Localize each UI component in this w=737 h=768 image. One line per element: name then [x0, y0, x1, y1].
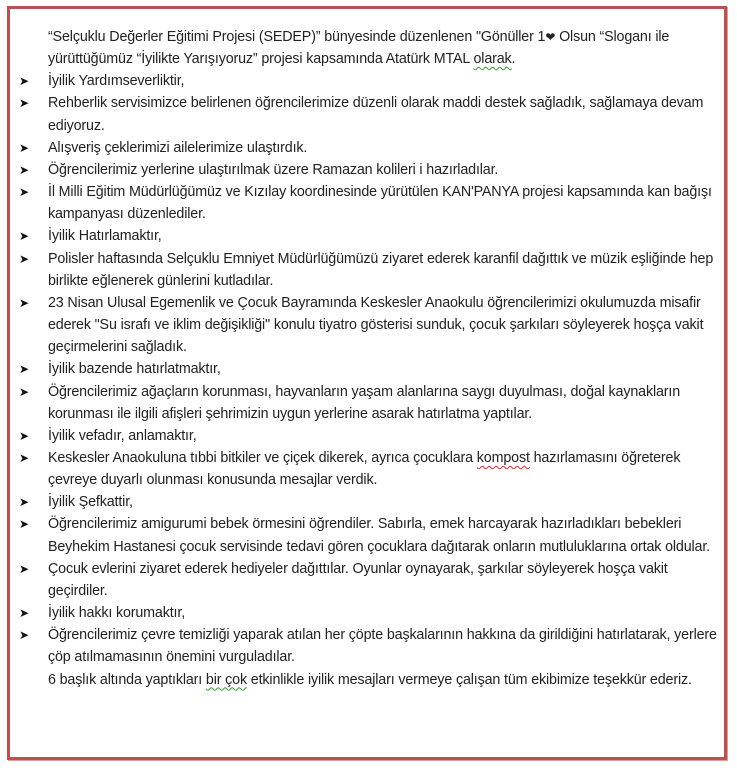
arrowhead-bullet-icon: ➤ — [19, 295, 29, 310]
list-item — [19, 425, 718, 447]
list-item — [19, 558, 718, 602]
list-item — [19, 225, 718, 247]
arrowhead-bullet-icon: ➤ — [19, 561, 29, 576]
list-item — [19, 70, 718, 92]
document-body — [19, 26, 718, 691]
list-item — [19, 447, 718, 491]
list-item-text: İyilik Şefkattir, — [48, 494, 133, 511]
list-item — [19, 513, 718, 557]
grammar-flagged-word[interactable]: olarak — [473, 51, 512, 68]
intro-paragraph — [48, 26, 718, 70]
arrowhead-bullet-icon: ➤ — [19, 185, 29, 200]
intro-text-2: Olsun “Sloganı ile yürüttüğümüz “İyilikte Yarışıyoruz” projesi kapsamında Atatürk MTAL — [48, 29, 670, 68]
list-item — [19, 491, 718, 513]
closing-paragraph — [48, 669, 718, 691]
heart-icon: ❤ — [545, 30, 556, 44]
list-item — [19, 159, 718, 181]
list-item-text: Öğrencilerimiz ağaçların korunması, hayvanların yaşam alanlarına saygı duyulması, doğal kaynakların korunması ile ilgili afişleri şehrimizin uygun yerlerine asarak hatırlatma yaptılar. — [48, 383, 681, 422]
closing-text-1: 6 başlık altında yaptıkları — [48, 671, 206, 688]
list-item — [19, 92, 718, 136]
list-item — [19, 292, 718, 358]
list-item-text: İyilik Yardımseverliktir, — [48, 73, 185, 90]
list-item — [19, 381, 718, 425]
list-item — [19, 181, 718, 225]
arrowhead-bullet-icon: ➤ — [19, 140, 29, 155]
arrowhead-bullet-icon: ➤ — [19, 162, 29, 177]
list-item — [19, 248, 718, 292]
arrowhead-bullet-icon: ➤ — [19, 606, 29, 621]
list-item-text: Öğrencilerimiz yerlerine ulaştırılmak üzere Ramazan kolileri i hazırladılar. — [48, 161, 499, 178]
list-item-text: Polisler haftasında Selçuklu Emniyet Müdürlüğümüzü ziyaret ederek karanfil dağıttık ve müzik eşliğinde hep birlikte eğlenerek günlerini kutladılar. — [48, 250, 714, 289]
list-item — [19, 358, 718, 380]
list-item-text: İl Milli Eğitim Müdürlüğümüz ve Kızılay koordinesinde yürütülen KAN'PANYA projesi kapsamında kan bağışı kampanyası düzenlediler. — [48, 184, 712, 223]
arrowhead-bullet-icon: ➤ — [19, 251, 29, 266]
arrowhead-bullet-icon: ➤ — [19, 384, 29, 399]
spelling-flagged-word[interactable]: kompost — [476, 449, 530, 466]
list-item-text: İyilik hakkı korumaktır, — [48, 605, 186, 622]
arrowhead-bullet-icon: ➤ — [19, 495, 29, 510]
list-item — [19, 624, 718, 668]
grammar-flagged-phrase[interactable]: bir çok — [205, 671, 247, 688]
list-item-text: Alışveriş çeklerimizi ailelerimize ulaştırdık. — [48, 139, 308, 156]
arrowhead-bullet-icon: ➤ — [19, 517, 29, 532]
list-item — [19, 137, 718, 159]
list-item-text: hazırlamasını öğreterek çevreye duyarlı olunması konusunda mesajlar verdik. — [48, 449, 681, 489]
arrowhead-bullet-icon: ➤ — [19, 450, 29, 465]
arrowhead-bullet-icon: ➤ — [19, 96, 29, 111]
list-item-text: Çocuk evlerini ziyaret ederek hediyeler dağıttılar. Oyunlar oynayarak, şarkılar söyleyerek hoşça vakit geçirdiler. — [48, 560, 668, 599]
bullet-list — [19, 70, 718, 668]
list-item-text: Öğrencilerimiz çevre temizliği yaparak atılan her çöpte başkalarının hakkına da girildiğini hatırlatarak, yerlere çöp atılmamasının önemini vurguladılar. — [48, 627, 717, 666]
list-item-text: Öğrencilerimiz amigurumi bebek örmesini öğrendiler. Sabırla, emek harcayarak hazırladıkları bebekleri Beyhekim Hastanesi çocuk servisinde tedavi gören çocuklara dağıtarak onların mutluluklarına ortak oldular. — [48, 516, 710, 555]
arrowhead-bullet-icon: ➤ — [19, 74, 29, 89]
arrowhead-bullet-icon: ➤ — [19, 628, 29, 643]
list-item — [19, 602, 718, 624]
intro-text-1: “Selçuklu Değerler Eğitimi Projesi (SEDEP)” bünyesinde düzenlenen "Gönüller 1 — [48, 29, 546, 45]
list-item-text: İyilik Hatırlamaktır, — [48, 228, 162, 245]
list-item-text: Keskesler Anaokuluna tıbbi bitkiler ve çiçek dikerek, ayrıca çocuklara — [48, 449, 477, 466]
intro-text-3: . — [511, 51, 516, 68]
list-item-text: İyilik vefadır, anlamaktır, — [48, 427, 197, 444]
arrowhead-bullet-icon: ➤ — [19, 362, 29, 377]
arrowhead-bullet-icon: ➤ — [19, 229, 29, 244]
list-item-text: Rehberlik servisimizce belirlenen öğrencilerimize düzenli olarak maddi destek sağladık, sağlamaya devam ediyoruz. — [48, 95, 704, 134]
closing-text-2: etkinlikle iyilik mesajları vermeye çalışan tüm ekibimize teşekkür ederiz. — [246, 671, 692, 688]
list-item-text: İyilik bazende hatırlatmaktır, — [48, 361, 221, 378]
list-item-text: 23 Nisan Ulusal Egemenlik ve Çocuk Bayramında Keskesler Anaokulu öğrencilerimizi okulumuzda misafir ederek "Su israfı ve iklim değişikliği" konulu tiyatro gösterisi sunduk, çocuk şarkıları söyleyerek hoşça vakit geçirmelerini sağladık. — [48, 294, 704, 356]
arrowhead-bullet-icon: ➤ — [19, 428, 29, 443]
